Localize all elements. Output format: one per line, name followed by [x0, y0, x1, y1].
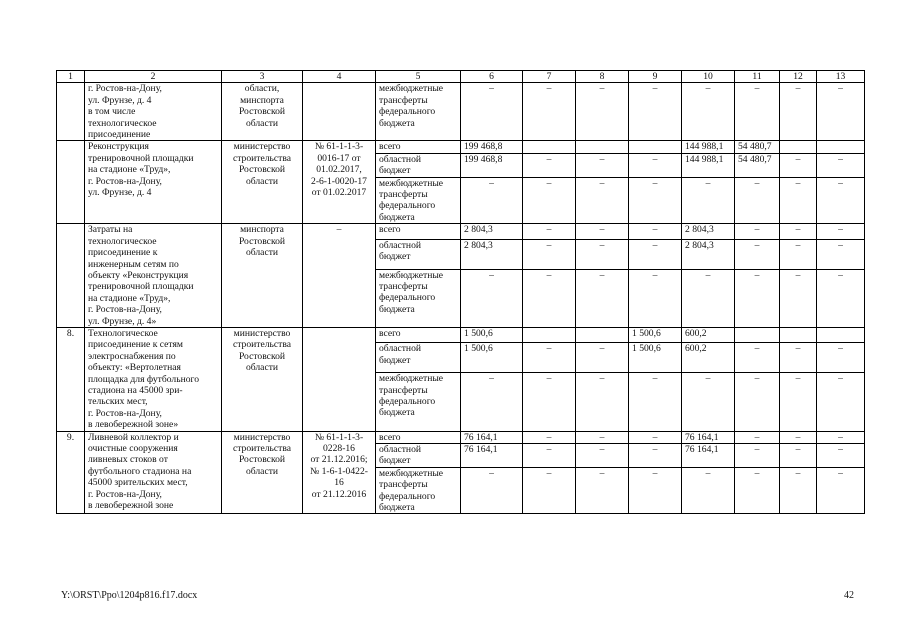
amount-cell: –: [576, 224, 629, 240]
budget-table: [56, 70, 865, 514]
table-row: [57, 327, 865, 343]
amount-cell: [576, 327, 629, 343]
header-row: [57, 71, 865, 83]
amount-cell: –: [682, 373, 735, 431]
amount-cell: –: [735, 239, 780, 269]
amount-cell: [817, 327, 865, 343]
funding-source: областной бюджет: [376, 444, 461, 468]
amount-cell: –: [780, 343, 817, 373]
amount-cell: [780, 141, 817, 153]
amount-cell: –: [780, 239, 817, 269]
amount-cell: –: [780, 224, 817, 240]
permit-document: [303, 83, 376, 141]
amount-cell: –: [629, 83, 682, 141]
amount-cell: –: [576, 269, 629, 327]
column-number: 9: [629, 71, 682, 83]
row-number: [57, 141, 85, 224]
amount-cell: –: [817, 431, 865, 443]
amount-cell: –: [461, 467, 523, 514]
amount-cell: –: [461, 83, 523, 141]
amount-cell: –: [576, 373, 629, 431]
column-number: 12: [780, 71, 817, 83]
amount-cell: –: [576, 177, 629, 224]
amount-cell: –: [817, 343, 865, 373]
amount-cell: –: [735, 373, 780, 431]
object-name: Ливневой коллектор и очистные сооружения ливневых стоков от футбольного стадиона на 45000 зрительских мест, г. Ростов-на-Дону, в левобережной зоне: [85, 431, 222, 514]
table-row: [57, 141, 865, 153]
amount-cell: –: [576, 153, 629, 177]
amount-cell: –: [523, 239, 576, 269]
amount-cell: –: [629, 239, 682, 269]
object-name: Технологическое присоединение к сетям электроснабжения по объекту: «Вертолетная площадка для футбольного стадиона на 45000 зри- тельских мест, г. Ростов-на-Дону, в левобережной зоне»: [85, 327, 222, 431]
amount-cell: –: [523, 373, 576, 431]
amount-cell: –: [576, 467, 629, 514]
amount-cell: –: [576, 83, 629, 141]
amount-cell: –: [523, 177, 576, 224]
amount-cell: –: [817, 467, 865, 514]
column-number: 4: [303, 71, 376, 83]
amount-cell: –: [629, 177, 682, 224]
funding-source: межбюджетные трансферты федерального бюджета: [376, 269, 461, 327]
amount-cell: –: [780, 467, 817, 514]
object-name: г. Ростов-на-Дону, ул. Фрунзе, д. 4 в том числе технологическое присоединение: [85, 83, 222, 141]
amount-cell: 76 164,1: [461, 431, 523, 443]
amount-cell: –: [780, 177, 817, 224]
amount-cell: –: [461, 177, 523, 224]
amount-cell: –: [523, 431, 576, 443]
funding-source: всего: [376, 327, 461, 343]
column-number: 5: [376, 71, 461, 83]
amount-cell: 1 500,6: [461, 327, 523, 343]
amount-cell: –: [735, 224, 780, 240]
amount-cell: –: [682, 177, 735, 224]
row-number: [57, 224, 85, 328]
amount-cell: 199 468,8: [461, 153, 523, 177]
funding-source: областной бюджет: [376, 153, 461, 177]
amount-cell: –: [735, 444, 780, 468]
amount-cell: –: [523, 444, 576, 468]
column-number: 13: [817, 71, 865, 83]
amount-cell: –: [576, 431, 629, 443]
funding-source: всего: [376, 141, 461, 153]
executor: министерство строительства Ростовской области: [222, 431, 303, 514]
amount-cell: –: [735, 177, 780, 224]
table-body: [57, 71, 865, 514]
amount-cell: [817, 141, 865, 153]
executor: министерство строительства Ростовской области: [222, 327, 303, 431]
amount-cell: 199 468,8: [461, 141, 523, 153]
amount-cell: –: [523, 269, 576, 327]
amount-cell: [629, 141, 682, 153]
amount-cell: 144 988,1: [682, 141, 735, 153]
amount-cell: –: [817, 239, 865, 269]
row-number: 8.: [57, 327, 85, 431]
amount-cell: 600,2: [682, 343, 735, 373]
amount-cell: –: [629, 431, 682, 443]
executor: министерство строительства Ростовской области: [222, 141, 303, 224]
amount-cell: –: [780, 153, 817, 177]
amount-cell: –: [817, 153, 865, 177]
column-number: 8: [576, 71, 629, 83]
amount-cell: –: [817, 444, 865, 468]
permit-document: № 61-1-1-3- 0228-16 от 21.12.2016; № 1-6-1-0422-16 от 21.12.2016: [303, 431, 376, 514]
document-page: [56, 70, 865, 514]
amount-cell: [780, 327, 817, 343]
amount-cell: –: [629, 444, 682, 468]
table-row: [57, 224, 865, 240]
amount-cell: 76 164,1: [461, 444, 523, 468]
amount-cell: –: [629, 373, 682, 431]
amount-cell: –: [523, 343, 576, 373]
table-row: [57, 431, 865, 443]
column-number: 6: [461, 71, 523, 83]
amount-cell: –: [817, 177, 865, 224]
executor: области, минспорта Ростовской области: [222, 83, 303, 141]
permit-document: –: [303, 224, 376, 328]
amount-cell: –: [780, 269, 817, 327]
funding-source: межбюджетные трансферты федерального бюджета: [376, 373, 461, 431]
amount-cell: –: [629, 467, 682, 514]
amount-cell: 144 988,1: [682, 153, 735, 177]
amount-cell: –: [817, 373, 865, 431]
table-row: [57, 83, 865, 141]
permit-document: № 61-1-1-3- 0016-17 от 01.02.2017, 2-6-1-0020-17 от 01.02.2017: [303, 141, 376, 224]
funding-source: межбюджетные трансферты федерального бюджета: [376, 467, 461, 514]
amount-cell: 76 164,1: [682, 431, 735, 443]
amount-cell: 1 500,6: [629, 343, 682, 373]
amount-cell: 600,2: [682, 327, 735, 343]
amount-cell: –: [523, 153, 576, 177]
amount-cell: –: [629, 224, 682, 240]
column-number: 10: [682, 71, 735, 83]
amount-cell: [576, 141, 629, 153]
amount-cell: –: [461, 373, 523, 431]
row-number: 9.: [57, 431, 85, 514]
column-number: 2: [85, 71, 222, 83]
amount-cell: –: [735, 269, 780, 327]
amount-cell: 2 804,3: [682, 224, 735, 240]
amount-cell: –: [523, 83, 576, 141]
amount-cell: –: [817, 83, 865, 141]
amount-cell: 1 500,6: [461, 343, 523, 373]
footer-file-path: Y:\ORST\Ppo\1204p816.f17.docx: [61, 590, 198, 601]
column-number: 1: [57, 71, 85, 83]
amount-cell: –: [780, 444, 817, 468]
amount-cell: –: [629, 153, 682, 177]
amount-cell: –: [817, 224, 865, 240]
amount-cell: 2 804,3: [461, 239, 523, 269]
permit-document: [303, 327, 376, 431]
funding-source: областной бюджет: [376, 343, 461, 373]
amount-cell: –: [735, 343, 780, 373]
amount-cell: –: [576, 343, 629, 373]
amount-cell: [523, 141, 576, 153]
object-name: Реконструкция тренировочной площадки на стадионе «Труд», г. Ростов-на-Дону, ул. Фрунзе, д. 4: [85, 141, 222, 224]
amount-cell: –: [682, 467, 735, 514]
amount-cell: [735, 327, 780, 343]
funding-source: всего: [376, 224, 461, 240]
amount-cell: 1 500,6: [629, 327, 682, 343]
footer-page-number: 42: [844, 590, 854, 601]
amount-cell: 2 804,3: [461, 224, 523, 240]
amount-cell: –: [629, 269, 682, 327]
amount-cell: –: [735, 467, 780, 514]
amount-cell: 54 480,7: [735, 153, 780, 177]
funding-source: межбюджетные трансферты федерального бюджета: [376, 83, 461, 141]
amount-cell: –: [576, 239, 629, 269]
funding-source: всего: [376, 431, 461, 443]
amount-cell: –: [682, 269, 735, 327]
amount-cell: –: [780, 83, 817, 141]
column-number: 7: [523, 71, 576, 83]
column-number: 3: [222, 71, 303, 83]
amount-cell: [523, 327, 576, 343]
amount-cell: 54 480,7: [735, 141, 780, 153]
amount-cell: –: [780, 431, 817, 443]
amount-cell: –: [735, 431, 780, 443]
amount-cell: –: [461, 269, 523, 327]
object-name: Затраты на технологическое присоединение к инженерным сетям по объекту «Реконструкция тренировочной площадки на стадионе «Труд», г. Ростов-на-Дону, ул. Фрунзе, д. 4»: [85, 224, 222, 328]
funding-source: межбюджетные трансферты федерального бюджета: [376, 177, 461, 224]
column-number: 11: [735, 71, 780, 83]
amount-cell: –: [523, 467, 576, 514]
amount-cell: –: [523, 224, 576, 240]
amount-cell: –: [682, 83, 735, 141]
amount-cell: 2 804,3: [682, 239, 735, 269]
amount-cell: –: [817, 269, 865, 327]
amount-cell: 76 164,1: [682, 444, 735, 468]
amount-cell: –: [780, 373, 817, 431]
amount-cell: –: [576, 444, 629, 468]
executor: минспорта Ростовской области: [222, 224, 303, 328]
amount-cell: –: [735, 83, 780, 141]
funding-source: областной бюджет: [376, 239, 461, 269]
row-number: [57, 83, 85, 141]
